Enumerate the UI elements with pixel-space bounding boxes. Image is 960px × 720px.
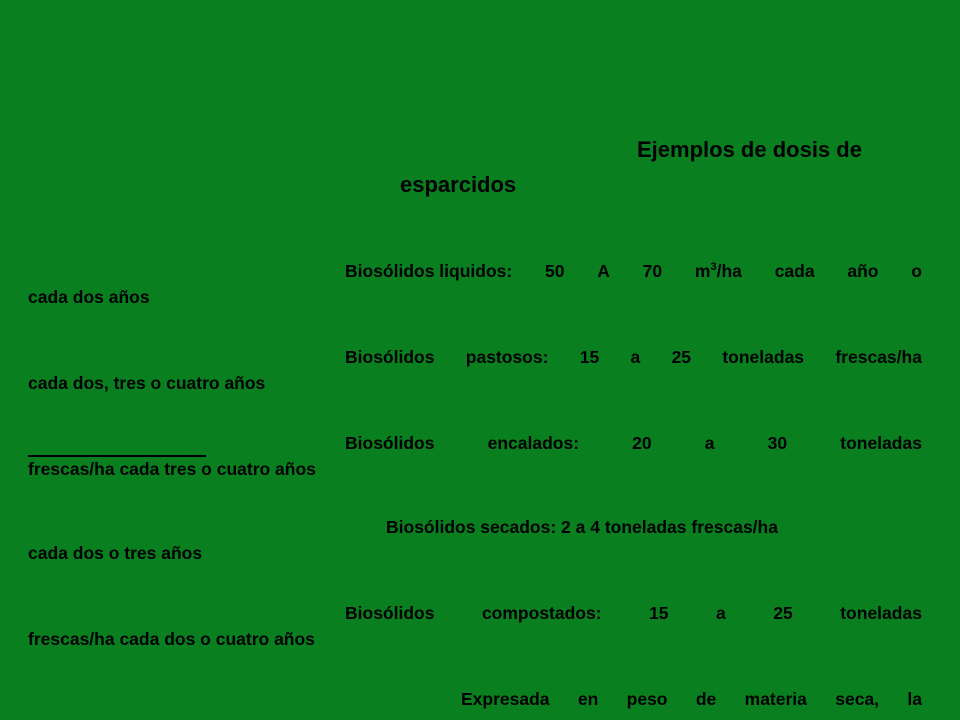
item-line-2: cada dos años — [28, 287, 150, 307]
item-line-1 — [345, 258, 922, 284]
item-line-2: frescas/ha cada dos o cuatro años — [28, 629, 315, 649]
dose-item-liquid — [28, 258, 922, 310]
item-word: toneladas — [840, 433, 922, 453]
dose-item-composted — [28, 600, 922, 652]
item-word: peso — [626, 689, 668, 709]
item-word: A — [597, 261, 610, 281]
item-word: 30 — [767, 433, 788, 453]
item-word: seca, — [835, 689, 880, 709]
dose-item-pasty — [28, 344, 922, 396]
item-word: a — [630, 347, 641, 367]
item-word: Biosólidos — [345, 433, 435, 453]
item-word: año — [847, 261, 879, 281]
item-word: Biosólidos — [345, 603, 435, 623]
item-word: o — [911, 261, 922, 281]
item-word: 25 — [671, 347, 692, 367]
item-line-1 — [345, 344, 922, 370]
slide-title-line-2: esparcidos — [400, 172, 517, 197]
item-line-2: cada dos, tres o cuatro años — [28, 373, 266, 393]
item-line-1 — [345, 600, 922, 626]
item-word: a — [704, 433, 715, 453]
item-word: Expresada — [461, 689, 550, 709]
item-word: 15 — [649, 603, 669, 623]
item-word: a — [716, 603, 726, 623]
dose-item-limed — [28, 430, 922, 482]
item-word: la — [907, 689, 922, 709]
item-word: frescas/ha — [835, 347, 922, 367]
item-word: toneladas — [722, 347, 805, 367]
item-line-1 — [345, 430, 922, 456]
item-line-1: Biosólidos secados: 2 a 4 toneladas frescas/ha — [386, 517, 778, 537]
item-word: 50 — [545, 261, 565, 281]
slide-title-line-1: Ejemplos de dosis de — [637, 137, 862, 162]
item-word: Biosólidos — [345, 347, 435, 367]
dose-item-dried — [28, 514, 922, 566]
item-word: de — [695, 689, 717, 709]
dose-item-dry-weight-note — [28, 686, 922, 712]
item-word: compostados: — [481, 603, 602, 623]
item-word: pastosos: — [465, 347, 549, 367]
item-line-2: frescas/ha cada tres o cuatro años — [28, 459, 316, 479]
item-line-1 — [461, 686, 922, 712]
item-word: 70 — [642, 261, 663, 281]
item-word: 15 — [579, 347, 600, 367]
item-word: Biosólidos liquidos: — [345, 261, 513, 281]
item-word: encalados: — [487, 433, 580, 453]
item-word: 25 — [773, 603, 793, 623]
item-word: cada — [774, 261, 815, 281]
item-word: en — [577, 689, 599, 709]
item-word-unit: $m^3/ha$ — [694, 261, 742, 281]
item-word: toneladas — [840, 603, 922, 623]
item-word: 20 — [632, 433, 652, 453]
item-word: materia — [744, 689, 807, 709]
item-line-2: cada dos o tres años — [28, 543, 203, 563]
